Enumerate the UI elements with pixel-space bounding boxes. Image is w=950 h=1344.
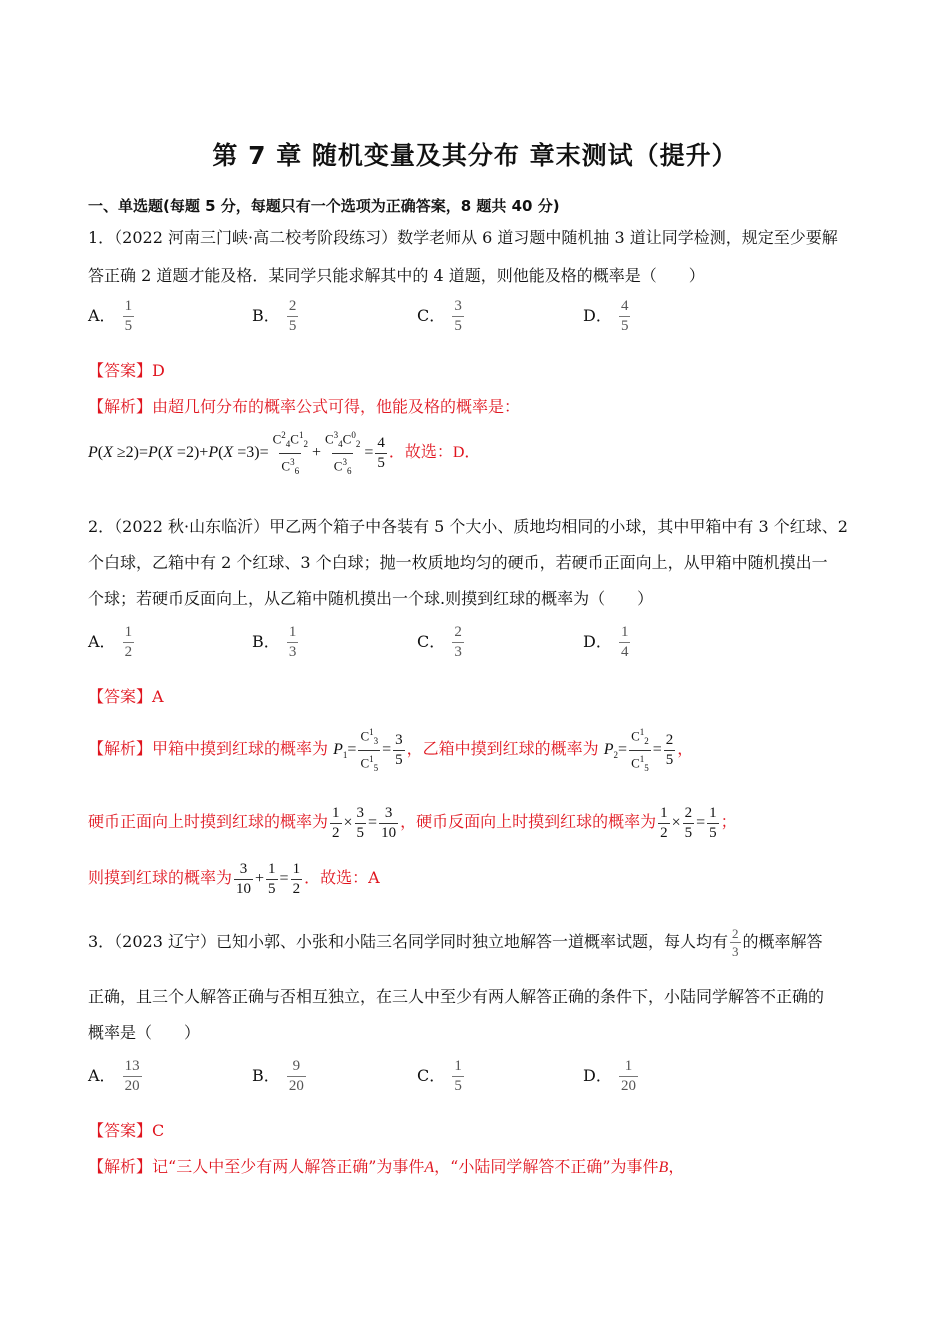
- q1-line2: 答正确 2 道题才能及格．某同学只能求解其中的 4 道题，则他能及格的概率是（ ）: [88, 266, 705, 285]
- q2-line1: 2．（2022 秋·山东临沂）甲乙两个箱子中各装有 5 个大小、质地均相同的小球，其中甲箱中有 3 个红球、2: [88, 517, 848, 536]
- option-fraction: $\frac{1}{5}$: [454, 1058, 462, 1094]
- p1-formula: $P_1=$ $\frac{C^1_3}{C^1_5}$ = $\frac{3}{5}$: [333, 741, 407, 758]
- q3-option-a[interactable]: [88, 1058, 144, 1095]
- q2-option-a[interactable]: [88, 624, 136, 661]
- option-fraction: $\frac{1}{2}$: [124, 624, 133, 660]
- q2-option-b[interactable]: [252, 624, 300, 661]
- q3-option-b[interactable]: [252, 1058, 308, 1095]
- q1-option-d[interactable]: [583, 298, 632, 335]
- option-fraction: $\frac{1}{20}$: [620, 1058, 636, 1094]
- q1-analysis: [88, 397, 520, 417]
- total-formula: $\frac{3}{10}$ + $\frac{1}{5}$ = $\frac{1}{2}$: [236, 861, 301, 897]
- q1-formula: P(X ≥2)=P(X =2)+P(X =3)= $\frac{C^2_4C^1_2}{C^3_6}$ + $\frac{C^3_4C^0_2}{C^3_6}$ = $\frac{4}{5}$ ．故选：D．: [88, 428, 480, 479]
- option-label: D．: [583, 1066, 612, 1085]
- q1-option-a[interactable]: [88, 298, 136, 335]
- option-label: D．: [583, 632, 612, 651]
- option-label: D．: [583, 306, 612, 325]
- q3-line3: 概率是（ ）: [88, 1023, 201, 1042]
- q2-line2: 个白球，乙箱中有 2 个红球、3 个白球；抛一枚质地均匀的硬币，若硬币正面向上，从甲箱中随机摸出一: [88, 553, 828, 572]
- p2-formula: $P_2=$ $\frac{C^1_2}{C^1_5}$ = $\frac{2}{5}$: [604, 741, 678, 758]
- option-fraction: $\frac{13}{20}$: [124, 1058, 140, 1094]
- inline-fraction: $\frac{2}{3}$: [732, 926, 739, 959]
- q3-line2: 正确，且三个人解答正确与否相互独立，在三人中至少有两人解答正确的条件下，小陆同学解答不正确的: [88, 987, 825, 1006]
- page-title: 第 7 章 随机变量及其分布 章末测试（提升）: [212, 141, 738, 170]
- q2-option-c[interactable]: [417, 624, 466, 661]
- option-fraction: $\frac{9}{20}$: [288, 1058, 304, 1094]
- option-fraction: $\frac{3}{5}$: [454, 298, 462, 334]
- q1-answer: 【答案】D: [88, 361, 165, 380]
- option-fraction: $\frac{4}{5}$: [620, 298, 629, 334]
- q3-option-d[interactable]: [583, 1058, 640, 1095]
- section-heading: 一、单选题(每题 5 分，每题只有一个选项为正确答案，8 题共 40 分): [88, 197, 560, 215]
- q2-answer: 【答案】A: [88, 687, 164, 706]
- q3-analysis: 【解析】记“三人中至少有两人解答正确”为事件A，“小陆同学解答不正确”为事件B，: [88, 1157, 685, 1176]
- option-label: B．: [252, 1066, 280, 1085]
- formula-tail: ．故选：D．: [388, 444, 481, 462]
- analysis-text: 由超几何分布的概率公式可得，他能及格的概率是：: [152, 397, 521, 416]
- option-label: A．: [88, 306, 116, 325]
- q2-line3: 个球；若硬币反面向上，从乙箱中随机摸出一个球.则摸到红球的概率为（ ）: [88, 589, 654, 608]
- option-fraction: $\frac{1}{5}$: [124, 298, 133, 334]
- option-label: B．: [252, 632, 280, 651]
- option-fraction: $\frac{2}{3}$: [454, 624, 462, 660]
- q3-line1: 3．（2023 辽宁）已知小郭、小张和小陆三名同学同时独立地解答一道概率试题，每人均有 $\frac{2}{3}$ 的概率解答: [88, 926, 823, 959]
- option-fraction: $\frac{1}{4}$: [620, 624, 629, 660]
- q2-analysis-line2: 硬币正面向上时摸到红球的概率为 $\frac{1}{2}$ × $\frac{3}{5}$ = $\frac{3}{10}$ ，硬币反面向上时摸到红球的概率为 $\frac{1}{2}$ × $\frac{2}{5}$ = $\frac{1}{5}$ ；: [88, 805, 737, 841]
- q2-analysis-line1: 【解析】甲箱中摸到红球的概率为 $P_1=$ $\frac{C^1_3}{C^1_5}$ = $\frac{3}{5}$ ，乙箱中摸到红球的概率为 $P_2=$ $\frac{C^1_2}{C^1_5}$ = $\frac{2}{5}$ ，: [88, 725, 693, 776]
- option-label: B．: [252, 306, 280, 325]
- option-label: C．: [417, 1066, 446, 1085]
- formula-fraction: $\frac{C^3_4C^0_2}{C^3_6}$: [323, 428, 362, 479]
- formula-fraction: $\frac{C^2_4C^1_2}{C^3_6}$: [271, 428, 310, 479]
- q3-option-c[interactable]: [417, 1058, 466, 1095]
- q3-answer: 【答案】C: [88, 1121, 165, 1140]
- q1-option-c[interactable]: [417, 298, 466, 335]
- option-label: A．: [88, 632, 116, 651]
- option-fraction: $\frac{2}{5}$: [288, 298, 297, 334]
- q1-option-b[interactable]: [252, 298, 300, 335]
- option-label: C．: [417, 632, 446, 651]
- q2-analysis-line3: 则摸到红球的概率为 $\frac{3}{10}$ + $\frac{1}{5}$ = $\frac{1}{2}$ ．故选：A: [88, 861, 380, 897]
- option-fraction: $\frac{1}{3}$: [288, 624, 297, 660]
- q2-option-d[interactable]: [583, 624, 632, 661]
- tails-formula: $\frac{1}{2}$ × $\frac{2}{5}$ = $\frac{1}{5}$: [660, 805, 717, 841]
- option-label: A．: [88, 1066, 116, 1085]
- q1-line1: 1．（2022 河南三门峡·高二校考阶段练习）数学老师从 6 道习题中随机抽 3 道让同学检测，规定至少要解: [88, 228, 838, 247]
- analysis-tag: 【解析】: [88, 397, 153, 416]
- option-label: C．: [417, 306, 446, 325]
- heads-formula: $\frac{1}{2}$ × $\frac{3}{5}$ = $\frac{3}{10}$: [332, 805, 397, 841]
- formula-result: $\frac{4}{5}$: [377, 434, 385, 471]
